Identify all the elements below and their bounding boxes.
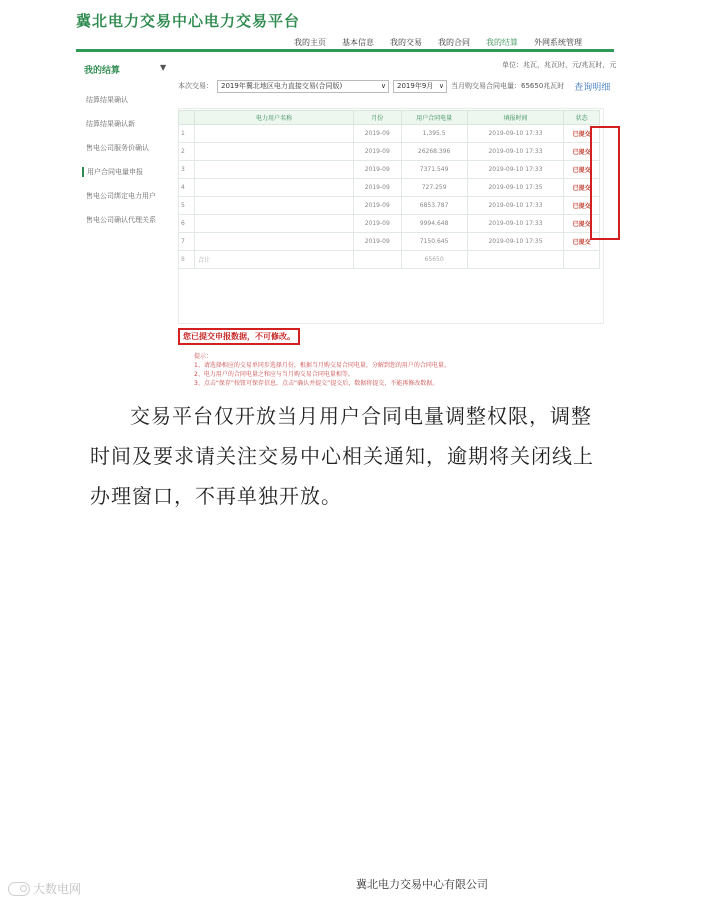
watermark-logo-icon [8, 882, 30, 896]
tip-line: 2、电力用户的合同电量之和应与当月购交易合同电量相等。 [194, 371, 354, 378]
row-month: 2019-09 [354, 197, 402, 215]
tip-line: 3、点击“保存”按钮可保存信息，点击“确认并提交”提交后，数据将提交，不能再修改数据。 [194, 380, 439, 387]
row-time: 2019-09-10 17:35 [467, 233, 564, 251]
nav-my-trades[interactable]: 我的交易 [390, 38, 422, 47]
row-status: 已提交 [564, 215, 600, 233]
row-status: 已提交 [564, 143, 600, 161]
row-status: 已提交 [564, 233, 600, 251]
trade-select[interactable] [217, 80, 389, 93]
table-row [179, 143, 600, 161]
platform-brand: 冀北电力交易中心电力交易平台 [76, 12, 301, 30]
watermark [8, 880, 81, 897]
sidebar-item-bind-users[interactable]: 售电公司绑定电力用户 [86, 192, 156, 200]
nav-my-contracts[interactable]: 我的合同 [438, 38, 470, 47]
sidebar-item-agency-confirm[interactable]: 售电公司确认代理关系 [86, 216, 156, 224]
declare-table [178, 110, 600, 269]
chevron-down-icon[interactable]: ▼ [160, 63, 167, 72]
total-num: 8 [179, 251, 195, 269]
total-label: 合计 [195, 251, 354, 269]
table-row [179, 161, 600, 179]
chevron-down-icon: ∨ [380, 81, 386, 90]
row-status: 已提交 [564, 161, 600, 179]
col-header-time: 填报时间 [467, 111, 564, 125]
row-user [195, 215, 354, 233]
row-amount[interactable]: 727.259 [401, 179, 467, 197]
paragraph-text: 交易平台仅开放当月用户合同电量调整权限，调整时间及要求请关注交易中心相关通知，逾期将关闭线上办理窗口，不再单独开放。 [90, 404, 594, 508]
row-num: 4 [179, 179, 195, 197]
sidebar-item-settlement-confirm[interactable]: 结算结果确认 [86, 96, 128, 104]
row-time: 2019-09-10 17:33 [467, 125, 564, 143]
query-button[interactable]: 查询明细 [574, 82, 611, 93]
row-time: 2019-09-10 17:35 [467, 179, 564, 197]
sidebar-item-service-price[interactable]: 售电公司服务价确认 [86, 144, 149, 152]
total-amount: 65650 [401, 251, 467, 269]
tip-line: 1、请选择相应的交易单同步选择月份，根据当月购交易合同电量，分解到您的用户的合同电量。 [194, 362, 450, 369]
body-paragraph [90, 396, 610, 516]
row-month: 2019-09 [354, 215, 402, 233]
filter-bar [178, 78, 614, 94]
chevron-down-icon: ∨ [438, 81, 444, 90]
nav-home[interactable]: 我的主页 [294, 38, 326, 47]
row-user [195, 233, 354, 251]
row-status: 已提交 [564, 125, 600, 143]
col-header-status: 状态 [564, 111, 600, 125]
row-time: 2019-09-10 17:33 [467, 161, 564, 179]
tips-title: 提示： [194, 353, 213, 360]
nav-basic-info[interactable]: 基本信息 [342, 38, 374, 47]
trade-select-value: 2019年冀北地区电力直接交易(合同版) [221, 81, 343, 90]
submitted-warning: 您已提交申报数据，不可修改。 [178, 328, 300, 345]
table-row [179, 233, 600, 251]
row-month: 2019-09 [354, 161, 402, 179]
row-month: 2019-09 [354, 143, 402, 161]
table-row [179, 179, 600, 197]
table-header-row [179, 111, 600, 125]
row-amount[interactable]: 9994.648 [401, 215, 467, 233]
col-header-user: 电力用户名称 [195, 111, 354, 125]
row-user [195, 161, 354, 179]
row-num: 2 [179, 143, 195, 161]
sidebar-title[interactable]: 我的结算 [84, 66, 121, 76]
row-month: 2019-09 [354, 125, 402, 143]
row-num: 1 [179, 125, 195, 143]
table-total-row [179, 251, 600, 269]
table-row [179, 197, 600, 215]
month-select-value: 2019年9月 [397, 81, 434, 90]
trade-label: 本次交易： [178, 82, 213, 90]
contract-total-label: 当月购交易合同电量：65650兆瓦时 [451, 82, 565, 90]
total-time [467, 251, 564, 269]
row-num: 3 [179, 161, 195, 179]
col-header-num [179, 111, 195, 125]
status-highlight-box [590, 126, 620, 240]
footer-company: 冀北电力交易中心有限公司 [356, 878, 488, 891]
row-num: 5 [179, 197, 195, 215]
row-user [195, 197, 354, 215]
nav-system-admin[interactable]: 外网系统管理 [534, 38, 582, 47]
row-amount[interactable]: 7371.549 [401, 161, 467, 179]
sidebar [76, 58, 174, 328]
col-header-month: 月份 [354, 111, 402, 125]
table-row [179, 215, 600, 233]
top-nav [286, 38, 590, 48]
row-time: 2019-09-10 17:33 [467, 197, 564, 215]
month-select[interactable] [393, 80, 447, 93]
col-header-amount: 用户合同电量 [401, 111, 467, 125]
units-label: 单位：兆瓦，兆瓦时，元/兆瓦时，元 [502, 61, 617, 69]
table-row [179, 125, 600, 143]
row-user [195, 125, 354, 143]
sidebar-item-contract-declare[interactable]: 用户合同电量申报 [82, 167, 143, 177]
row-time: 2019-09-10 17:33 [467, 143, 564, 161]
sidebar-item-settlement-confirm-new[interactable]: 结算结果确认新 [86, 120, 135, 128]
row-status: 已提交 [564, 197, 600, 215]
total-status [564, 251, 600, 269]
row-amount[interactable]: 26268.396 [401, 143, 467, 161]
row-num: 7 [179, 233, 195, 251]
row-amount[interactable]: 7150.645 [401, 233, 467, 251]
platform-screenshot [72, 8, 616, 390]
row-status: 已提交 [564, 179, 600, 197]
tips-block [194, 352, 450, 388]
row-user [195, 179, 354, 197]
total-month [354, 251, 402, 269]
row-num: 6 [179, 215, 195, 233]
row-month: 2019-09 [354, 179, 402, 197]
watermark-text: 大数电网 [33, 882, 82, 896]
row-amount[interactable]: 1,395.5 [401, 125, 467, 143]
row-amount[interactable]: 6853.787 [401, 197, 467, 215]
row-user [195, 143, 354, 161]
row-month: 2019-09 [354, 233, 402, 251]
nav-my-settlement[interactable]: 我的结算 [486, 38, 518, 47]
nav-divider [76, 49, 614, 52]
row-time: 2019-09-10 17:33 [467, 215, 564, 233]
